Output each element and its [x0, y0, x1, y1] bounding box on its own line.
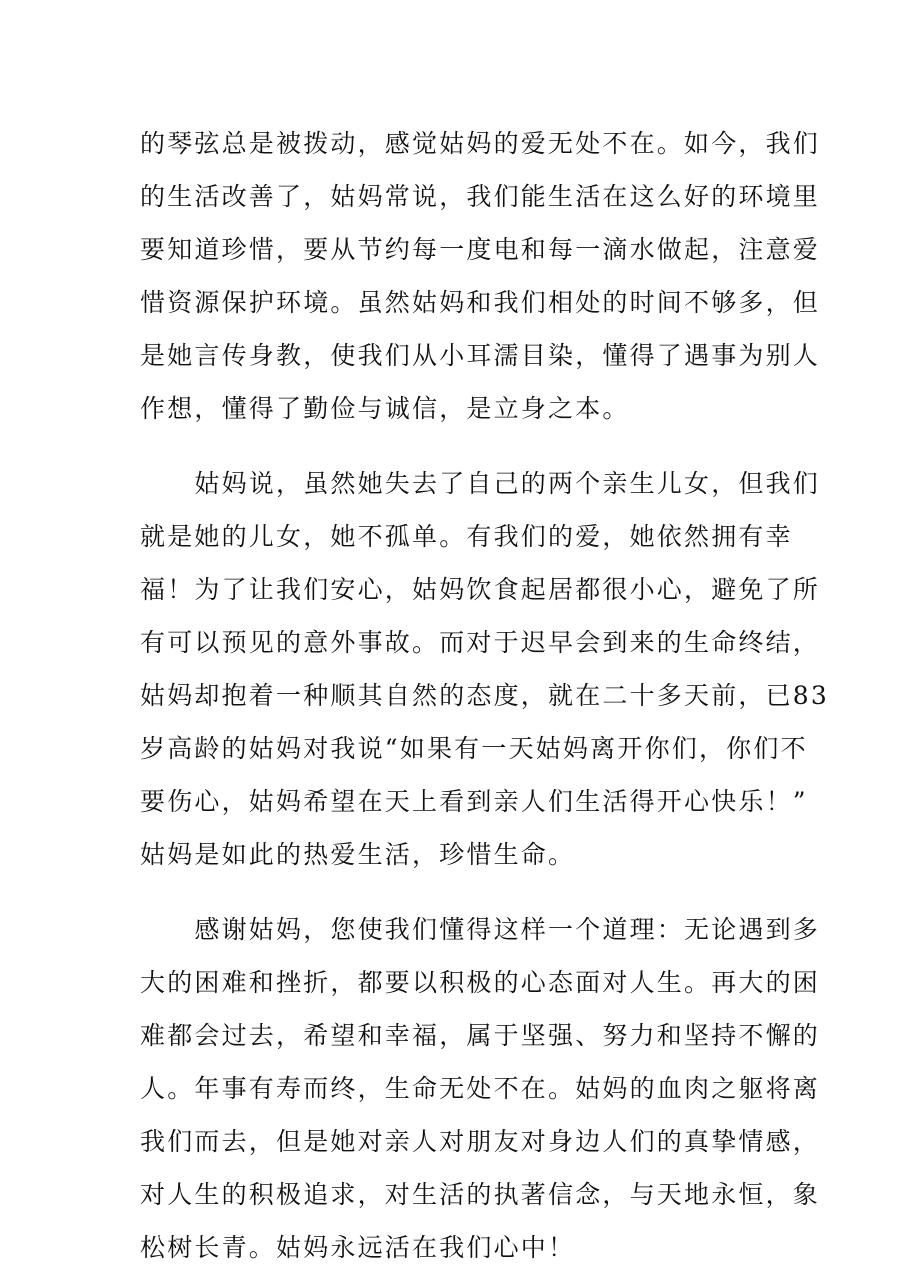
text-line: 人。年事有寿而终，生命无处不在。姑妈的血肉之躯将离 [140, 1074, 821, 1103]
text-line: 姑妈是如此的热爱生活，珍惜生命。 [140, 840, 576, 869]
text-line: 就是她的儿女，她不孤单。有我们的爱，她依然拥有幸 [140, 522, 793, 551]
text-line: 福！为了让我们安心，姑妈饮食起居都很小心，避免了所 [140, 575, 821, 604]
text-line: 岁高龄的姑妈对我说“如果有一天姑妈离开你们，你们不 [140, 734, 808, 763]
text-line: 是她言传身教，使我们从小耳濡目染，懂得了遇事为别人 [140, 341, 821, 370]
text-line: 松树长青。姑妈永远活在我们心中！ [140, 1233, 576, 1262]
text-line: 要知道珍惜，要从节约每一度电和每一滴水做起，注意爱 [140, 235, 821, 264]
text-line: 姑妈却抱着一种顺其自然的态度，就在二十多天前，已83 [140, 681, 830, 710]
text-line: 对人生的积极追求，对生活的执著信念，与天地永恒，象 [140, 1180, 821, 1209]
text-line: 感谢姑妈，您使我们懂得这样一个道理：无论遇到多 [140, 915, 821, 944]
text-line: 作想，懂得了勤俭与诚信，是立身之本。 [140, 394, 630, 423]
text-line: 的琴弦总是被拨动，感觉姑妈的爱无处不在。如今，我们 [140, 129, 821, 158]
text-line: 难都会过去，希望和幸福，属于坚强、努力和坚持不懈的 [140, 1021, 821, 1050]
text-line: 要伤心，姑妈希望在天上看到亲人们生活得开心快乐！” [140, 787, 808, 816]
text-line: 有可以预见的意外事故。而对于迟早会到来的生命终结， [140, 628, 821, 657]
text-line: 大的困难和挫折，都要以积极的心态面对人生。再大的困 [140, 968, 821, 997]
text-line: 的生活改善了，姑妈常说，我们能生活在这么好的环境里 [140, 182, 821, 211]
text-line: 惜资源保护环境。虽然姑妈和我们相处的时间不够多，但 [140, 288, 821, 317]
text-line: 姑妈说，虽然她失去了自己的两个亲生儿女，但我们 [140, 469, 821, 498]
text-line: 我们而去，但是她对亲人对朋友对身边人们的真挚情感， [140, 1127, 821, 1156]
